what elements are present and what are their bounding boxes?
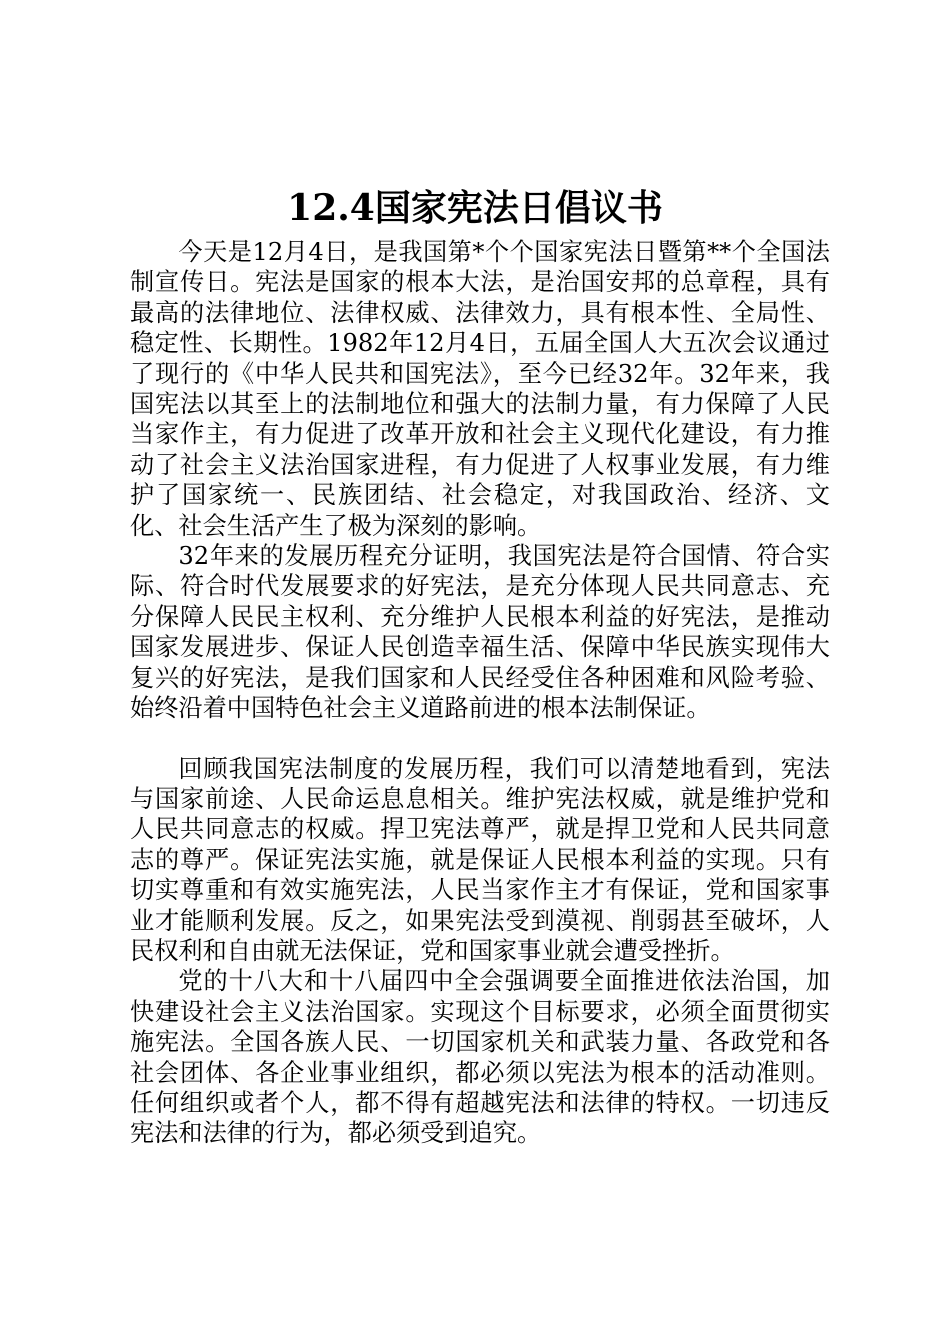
paragraph-4: 党的十八大和十八届四中全会强调要全面推进依法治国，加快建设社会主义法治国家。实现这个目标要求，必须全面贯彻实施宪法。全国各族人民、一切国家机关和武装力量、各政党和各社会团体、各企业事业组织，都必须以宪法为根本的活动准则。任何组织或者个人，都不得有超越宪法和法律的特权。一切违反宪法和法律的行为，都必须受到追究。 [130, 967, 830, 1148]
document-title: 12.4国家宪法日倡议书 [287, 187, 663, 229]
paragraph-3: 回顾我国宪法制度的发展历程，我们可以清楚地看到，宪法与国家前途、人民命运息息相关。维护宪法权威，就是维护党和人民共同意志的权威。捍卫宪法尊严，就是捍卫党和人民共同意志的尊严。保证宪法实施，就是保证人民根本利益的实现。只有切实尊重和有效实施宪法，人民当家作主才有保证，党和国家事业才能顺利发展。反之，如果宪法受到漠视、削弱甚至破坏，人民权利和自由就无法保证，党和国家事业就会遭受挫折。 [130, 754, 830, 965]
paragraph-1: 今天是12月4日，是我国第*个个国家宪法日暨第**个全国法制宣传日。宪法是国家的根本大法，是治国安邦的总章程，具有最高的法律地位、法律权威、法律效力，具有根本性、全局性、稳定性、长期性。1982年12月4日，五届全国人大五次会议通过了现行的《中华人民共和国宪法》，至今已经32年。32年来，我国宪法以其至上的法制地位和强大的法制力量，有力保障了人民当家作主，有力促进了改革开放和社会主义现代化建设，有力推动了社会主义法治国家进程，有力促进了人权事业发展，有力维护了国家统一、民族团结、社会稳定，对我国政治、经济、文化、社会生活产生了极为深刻的影响。 [130, 238, 830, 540]
paragraph-2: 32年来的发展历程充分证明，我国宪法是符合国情、符合实际、符合时代发展要求的好宪法，是充分体现人民共同意志、充分保障人民民主权利、充分维护人民根本利益的好宪法，是推动国家发展进步、保证人民创造幸福生活、保障中华民族实现伟大复兴的好宪法，是我们国家和人民经受住各种困难和风险考验、始终沿着中国特色社会主义道路前进的根本法制保证。 [130, 542, 830, 723]
paragraph-spacer [130, 724, 830, 754]
document-body [130, 237, 830, 1149]
